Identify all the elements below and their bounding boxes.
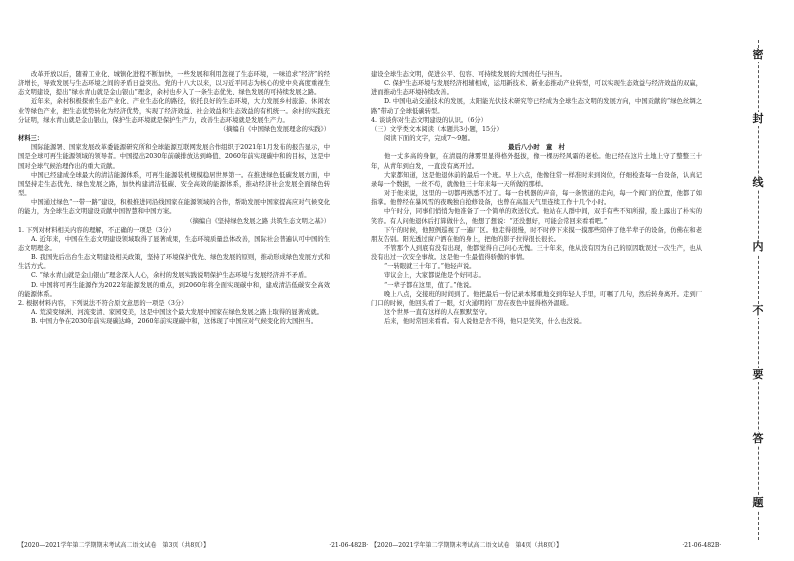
source-citation: （摘编自《坚持绿色发展之路 共筑生态文明之基》） [186,217,330,225]
paragraph: 审议会上，大家都说他是个好同志。 [384,272,485,280]
paragraph: 后来，他时常回来看看。有人说他是舍不得，他只是笑笑，什么也没说。 [384,318,586,326]
binding-char: 题 [752,496,764,509]
right-text-column [371,70,702,326]
paragraph: 晚上八点，交接班的时间到了。他把最后一份记录本郑重地交到年轻人手里，叮嘱了几句，然后转身离开。走到厂门口的时候，他回头看了一眼，灯火通明的厂房在夜色中显得格外温暖。 [371,290,702,307]
question-stem: 4. 谈谈你对生态文明建设的认识。（6分） [371,116,487,124]
paragraph: 这个世界一直有这样的人在默默坚守。 [384,309,492,317]
binding-char: 不 [752,304,764,317]
footer-text: 【2020—2021学年第二学期期末考试高二语文试卷 第3页（共8页）】 [18,542,210,549]
footer-text: 【2020—2021学年第二学期期末考试高二语文试卷 第4页（共8页）】 [371,542,563,549]
answer-option: B. 我国先后出台生态文明建设相关政策，坚持了环境保护优先、绿色发展的原则，推动形成绿色发展方式和生活方式。 [18,254,330,271]
paragraph: 不管那个人到底有没有出现，他都觉得自己问心无愧。三十年来，他从没有因为自己的原因耽误过一次生产，也从没有出过一次安全事故。这是他一生最值得骄傲的事情。 [371,244,702,262]
paragraph: “一辈子都在这里，值了。”他说。 [384,281,476,289]
paragraph: “一转眼就三十年了。”他轻声说。 [384,263,476,271]
answer-option: C. 保护生态环境与发展经济相辅相成，运用新技术、新业态推动产业转型，可以实现生态效益与经济效益的双赢，进而推动生态环境持续改善。 [371,80,702,97]
paragraph: 下午的时候，他照例巡视了一遍厂区。他走得很慢，时不时停下来摸一摸那些陪伴了他半辈子的设备，仿佛在和老朋友告别。阳光透过窗户洒在他的身上，把他的影子拉得很长很长。 [371,226,702,243]
paragraph: 改革开放以后，随着工业化、城镇化进程不断加快，一些发展和利用忽视了生态环境，一味追求“经济”的经济增长，导致发展与生态环境之间的矛盾日益突出。党的十八大以来，以习近平同志为核心的党中央高度重视生态文明建设，提出“绿水青山就是金山银山”理念，余村也步入了一条生态优先、绿色发展的可持续发展之路。 [18,71,330,97]
binding-char: 内 [752,240,764,253]
binding-char: 线 [752,176,764,189]
paragraph: 近年来，余村积极探索生态产业化、产业生态化的路径，依托良好的生态环境，大力发展乡村旅游、休闲农业等绿色产业，把生态优势转化为经济优势，实现了经济效益、社会效益和生态效益的有机统一。余村的实践充分证明，绿水青山就是金山银山，保护生态环境就是保护生产力，改善生态环境就是发展生产力。 [18,98,330,124]
footer-code: ·21-06-482B· [682,542,722,549]
binding-char: 要 [752,368,764,381]
material-heading: 材料三： [18,135,44,143]
page-footer-left [18,540,368,549]
paragraph: 中午时分，同事们悄悄为他准备了一个简单的欢送仪式。他站在人群中间，双手有些不知所措，脸上露出了朴实的笑容。有人问他退休后打算做什么，他想了想说：“还没想好，可能会常回来看看吧。” [371,208,702,225]
answer-option: A. 近年来，中国在生态文明建设领域取得了显著成果，生态环境质量总体改善，国际社会普遍认可中国的生态文明理念。 [18,235,330,252]
binding-char: 答 [752,432,764,445]
paragraph: 他一丈多高的身躯，在清晨的薄雾里显得格外挺拔，像一棵历经风霜的老松。他已经在这片土地上守了整整三十年，从青年到白发，一直没有离开过。 [371,153,702,170]
paragraph: 中国已经建成全球最大的清洁能源体系，可再生能源装机规模稳居世界第一。在推进绿色低碳发展方面，中国坚持走生态优先、绿色发展之路，加快构建清洁低碳、安全高效的能源体系，推动经济社会发展全面绿色转型。 [18,171,330,198]
answer-option: 建设全球生态文明，促进公平、包容、可持续发展的大国责任与担当。 [371,71,567,78]
source-citation: （摘编自《中国绿色发展理念的实践》） [219,125,330,133]
question-stem: 1. 下列对材料相关内容的理解，不正确的一项是（3分） [18,226,175,234]
answer-option: D. 中国电动交通技术的发展，太阳能光伏技术研究等已经成为全球生态文明的发展方向，中国贡献的“绿色丝绸之路”带动了全球低碳转型。 [371,98,702,115]
question-stem: 2. 根据材料内容，下列说法不符合原文意思的一项是（3分） [18,299,188,307]
paragraph: 中国通过绿色“一带一路”建设，积极推进同沿线国家在能源领域的合作，帮助发展中国家提高应对气候变化的能力，为全球生态文明建设贡献中国智慧和中国方案。 [18,199,330,216]
binding-char: 封 [752,112,764,125]
section-heading: （三）文学类文本阅读（本题共3小题，15分） [371,125,503,133]
binding-char: 密 [752,48,764,61]
binding-margin [742,20,776,540]
paragraph: 大家都知道，这是他退休前的最后一个班。早上六点，他像往常一样准时来到岗位，仔细检查每一台设备，认真记录每一个数据，一丝不苟，就像他三十年来每一天所做的那样。 [371,171,702,188]
page-footer-right [371,540,721,549]
left-text-column [18,70,330,326]
paragraph: 对于他来说，这里的一切都再熟悉不过了。每一台机器的声音，每一条管道的走向，每一个阀门的位置，他都了如指掌。他曾经在暴风雪的夜晚独自抢修设备，也曾在高温天气里连续工作十几个小时。 [371,190,702,207]
answer-option: D. 中国将可再生能源作为2022年能源发展的重点，到2060年将全面实现碳中和，建成清洁低碳安全高效的能源体系。 [18,281,330,298]
section-instruction: 阅读下面的文字，完成7～9题。 [384,135,474,143]
footer-code: ·21-06-482B· [329,542,369,549]
answer-option: C. “绿水青山就是金山银山”理念深入人心，余村的发展实践说明保护生态环境与发展经济并不矛盾。 [31,272,311,280]
answer-option: A. 荒漠变绿洲、河流变清、家园变美，这是中国这个最大发展中国家在绿色发展之路上取得的显著成就。 [31,309,323,317]
answer-option: B. 中国力争在2030年前实现碳达峰，2060年前实现碳中和，这体现了中国应对气候变化的大国担当。 [31,318,318,326]
paragraph: 国际能源署、国家发展改革委能源研究所和全球能源互联网发展合作组织于2021年1月发布的报告显示，中国是全球可再生能源领域的领导者。中国提出2030年前碳排放达到峰值、2060年前实现碳中和的目标，这是中国对全球气候治理作出的重大贡献。 [18,144,330,170]
story-title: 最后八小时 童 村 [508,144,565,152]
